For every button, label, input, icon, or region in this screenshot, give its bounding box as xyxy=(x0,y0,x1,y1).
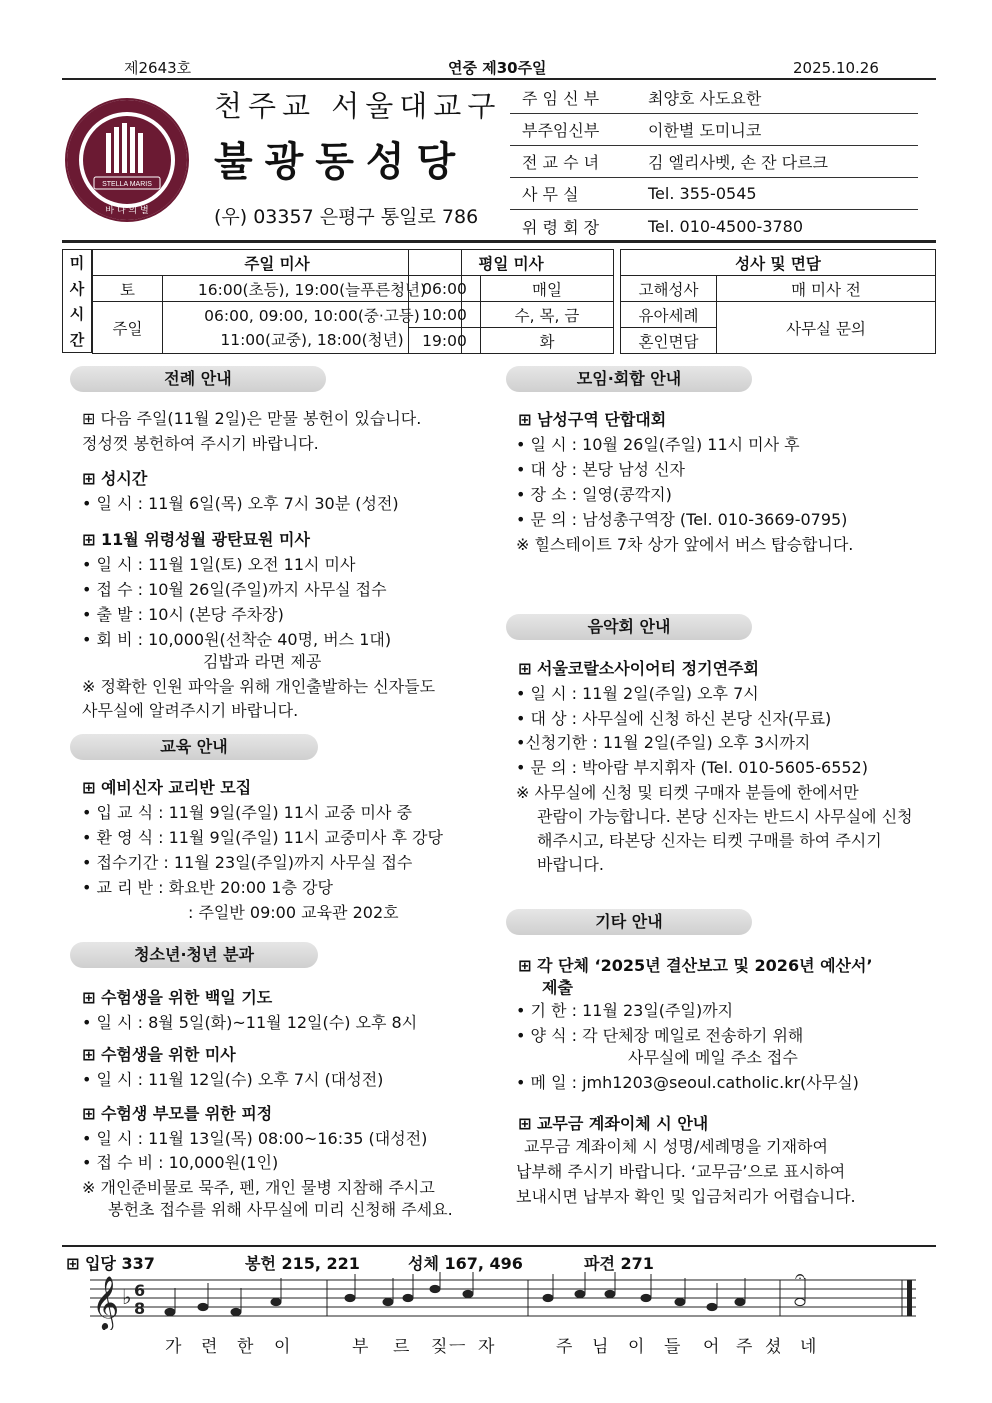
parent-retreat-note: 봉헌초 접수를 위해 사무실에 미리 신청해 주세요. xyxy=(108,1200,453,1219)
budget-line: 사무실에 메일 주소 접수 xyxy=(628,1048,798,1067)
youth-prayer-title: ⊞ 수험생을 위한 백일 기도 xyxy=(82,988,273,1007)
music-note xyxy=(641,1294,651,1301)
catechumen-line: : 주일반 09:00 교육관 202호 xyxy=(188,903,399,922)
diocese-title: 천주교 서울대교구 xyxy=(214,89,502,123)
weekday-mass-table xyxy=(408,249,614,354)
youth-mass-title: ⊞ 수험생을 위한 미사 xyxy=(82,1045,236,1064)
concert-note: 관람이 가능합니다. 본당 신자는 반드시 사무실에 신청 xyxy=(537,807,913,826)
staff-row xyxy=(510,114,918,146)
concert-line: • 대 상 : 사무실에 신청 하신 본당 신자(무료) xyxy=(516,709,832,728)
holy-hour-title: ⊞ 성시간 xyxy=(82,469,148,488)
staff-role: 주 임 신 부 xyxy=(522,89,600,108)
staff-row xyxy=(510,210,918,242)
sunday-label: 주일 xyxy=(93,302,163,354)
staff-role: 사 무 실 xyxy=(522,185,579,204)
staff-directory xyxy=(510,82,918,242)
parent-retreat-title: ⊞ 수험생 부모를 위한 피정 xyxy=(82,1104,273,1123)
time-sig-top: 6 xyxy=(134,1281,146,1300)
education-section-title: 교육 안내 xyxy=(70,734,318,760)
sheet-music-staff xyxy=(90,1272,916,1330)
lyric-syllable: 주 xyxy=(556,1337,573,1357)
catechumen-line: • 접수기간 : 11월 23일(주일)까지 사무실 접수 xyxy=(82,853,413,872)
catechumen-line: • 교 리 반 : 화요반 20:00 1층 강당 xyxy=(82,878,333,897)
side-label-char: 간 xyxy=(69,330,85,349)
lyric-syllable: 이 xyxy=(274,1337,291,1357)
music-note xyxy=(735,1298,745,1305)
music-note xyxy=(165,1308,175,1315)
sacrament-name: 유아세례 xyxy=(621,302,717,328)
issue-meta-bar xyxy=(62,58,936,80)
music-note xyxy=(575,1290,585,1297)
tithe-transfer-title: ⊞ 교무금 계좌이체 시 안내 xyxy=(518,1114,709,1133)
staff-name: Tel. 010-4500-3780 xyxy=(648,216,804,236)
notice-line: ⊞ 다음 주일(11월 2일)은 맏물 봉헌이 있습니다. xyxy=(82,409,422,428)
liturgical-week: 연중 제30주일 xyxy=(448,59,547,77)
holy-hour-line: • 일 시 : 11월 6일(목) 오후 7시 30분 (성전) xyxy=(82,494,399,513)
music-note xyxy=(605,1290,615,1297)
lyric-syllable: 셨 xyxy=(765,1337,782,1357)
sacrament-table xyxy=(620,249,936,354)
budget-line: • 기 한 : 11월 23일(주일)까지 xyxy=(516,1001,734,1020)
saturday-times: 16:00(초등), 19:00(늘푸른청년) xyxy=(163,276,462,302)
music-note xyxy=(345,1294,355,1301)
issue-date: 2025.10.26 xyxy=(793,59,879,77)
music-note xyxy=(403,1294,413,1301)
sacrament-name: 혼인면담 xyxy=(621,328,717,354)
budget-line: • 양 식 : 각 단체장 메일로 전송하기 위해 xyxy=(516,1026,804,1045)
lyric-syllable: 어 xyxy=(703,1337,720,1357)
sunday-mass-table xyxy=(92,249,462,354)
sunday-times-line: 11:00(교중), 18:00(청년) xyxy=(220,330,404,349)
music-note xyxy=(707,1303,717,1310)
weekday-mass-header: 평일 미사 xyxy=(409,250,614,276)
svg-text:바 다 의 별: 바 다 의 별 xyxy=(105,206,149,216)
staff-name: 이한별 도미니코 xyxy=(648,121,762,140)
weekday-days: 화 xyxy=(481,328,614,354)
parish-logo xyxy=(64,97,190,223)
lyric-syllable: 주 xyxy=(736,1337,753,1357)
offering-notice xyxy=(82,406,421,456)
weekday-days: 수, 목, 금 xyxy=(481,302,614,328)
youth-prayer-line: • 일 시 : 8월 5일(화)~11월 12일(수) 오후 8시 xyxy=(82,1013,418,1032)
mens-event-title: ⊞ 남성구역 단합대회 xyxy=(518,410,667,429)
concert-section-title: 음악회 안내 xyxy=(506,614,752,640)
parent-retreat-line: • 일 시 : 11월 13일(목) 08:00~16:35 (대성전) xyxy=(82,1129,428,1148)
mens-event-line: • 일 시 : 10월 26일(주일) 11시 미사 후 xyxy=(516,435,800,454)
sacrament-name: 고해성사 xyxy=(621,276,717,302)
staff-row xyxy=(510,146,918,178)
staff-name: 최양호 사도요한 xyxy=(648,89,762,108)
sunday-mass-header: 주일 미사 xyxy=(93,250,462,276)
time-sig-bottom: 8 xyxy=(134,1299,146,1318)
tithe-line: 교무금 계좌이체 시 성명/세례명을 기재하여 xyxy=(524,1137,828,1156)
staff-role: 부주임신부 xyxy=(522,121,600,140)
concert-note: 해주시고, 타본당 신자는 티켓 구매를 하여 주시기 xyxy=(537,831,882,850)
communion-hymn: 성체 167, 496 xyxy=(408,1254,523,1273)
mens-event-note: ※ 힐스테이트 7차 상가 앞에서 버스 탑승합니다. xyxy=(516,535,854,554)
side-label-char: 시 xyxy=(69,305,85,324)
catechumen-title: ⊞ 예비신자 교리반 모집 xyxy=(82,778,252,797)
cemetery-line: • 회 비 : 10,000원(선착순 40명, 버스 1대) xyxy=(82,630,392,649)
budget-line: • 메 일 : jmh1203@seoul.catholic.kr(사무실) xyxy=(516,1073,859,1092)
liturgy-section-title: 전례 안내 xyxy=(70,366,326,392)
notice-line: 정성껏 봉헌하여 주시기 바랍니다. xyxy=(82,434,319,453)
youth-section-title: 청소년·청년 분과 xyxy=(70,942,318,968)
side-label-char: 사 xyxy=(69,279,85,298)
mens-event-line: • 문 의 : 남성총구역장 (Tel. 010-3669-0795) xyxy=(516,510,848,529)
weekday-days: 매일 xyxy=(481,276,614,302)
etc-section-title: 기타 안내 xyxy=(506,909,752,935)
treble-clef-icon: 𝄞 xyxy=(92,1275,120,1329)
cemetery-note: 사무실에 알려주시기 바랍니다. xyxy=(82,701,299,720)
dismissal-hymn: 파견 271 xyxy=(584,1254,654,1273)
weekday-time: 10:00 xyxy=(409,302,481,328)
staff-name: Tel. 355-0545 xyxy=(648,184,757,203)
youth-mass-line: • 일 시 : 11월 12일(수) 오후 7시 (대성전) xyxy=(82,1070,384,1089)
lyric-syllable: 이 xyxy=(628,1337,645,1357)
entrance-hymn: ⊞ 입당 337 xyxy=(66,1254,155,1273)
lyric-syllable: 자 xyxy=(478,1337,495,1357)
mens-event-line: • 대 상 : 본당 남성 신자 xyxy=(516,460,685,479)
fermata-icon: 𝄐 xyxy=(795,1272,806,1287)
music-note xyxy=(463,1290,473,1297)
cemetery-mass-title: ⊞ 11월 위령성월 광탄묘원 미사 xyxy=(82,530,310,549)
music-note xyxy=(675,1298,685,1305)
sacrament-info: 사무실 문의 xyxy=(717,302,936,354)
cemetery-note: ※ 정확한 인원 파악을 위해 개인출발하는 신자들도 xyxy=(82,677,436,696)
cemetery-line: • 일 시 : 11월 1일(토) 오전 11시 미사 xyxy=(82,555,356,574)
sunday-times-line: 06:00, 09:00, 10:00(중·고등) xyxy=(204,306,420,325)
lyric-syllable: 님 xyxy=(592,1337,609,1357)
parent-retreat-line: • 접 수 비 : 10,000원(1인) xyxy=(82,1153,279,1172)
lyric-syllable: 네 xyxy=(800,1337,817,1357)
staff-role: 위 령 회 장 xyxy=(522,217,600,237)
staff-row xyxy=(510,82,918,114)
music-note xyxy=(383,1298,393,1305)
concert-line: • 일 시 : 11월 2일(주일) 오후 7시 xyxy=(516,684,759,703)
lyric-syllable: 들 xyxy=(664,1337,681,1357)
mens-event-line: • 장 소 : 일영(콩깍지) xyxy=(516,485,672,504)
lyric-syllable: 르 xyxy=(393,1337,410,1357)
weekday-time: 19:00 xyxy=(409,328,481,354)
tithe-line: 보내시면 납부자 확인 및 입금처리가 어렵습니다. xyxy=(516,1187,856,1206)
side-label-char: 미 xyxy=(69,254,85,273)
offertory-hymn: 봉헌 215, 221 xyxy=(245,1254,360,1273)
concert-note: ※ 사무실에 신청 및 티켓 구매자 분들에 한에서만 xyxy=(516,783,859,802)
cemetery-line: • 접 수 : 10월 26일(주일)까지 사무실 접수 xyxy=(82,580,387,599)
tithe-line: 납부해 주시기 바랍니다. ‘교무금’으로 표시하여 xyxy=(516,1162,846,1181)
parish-address: (우) 03357 은평구 통일로 786 xyxy=(214,206,479,228)
music-note xyxy=(795,1298,805,1305)
parent-retreat-note: ※ 개인준비물로 묵주, 펜, 개인 물병 지참해 주시고 xyxy=(82,1178,435,1197)
saturday-label: 토 xyxy=(93,276,163,302)
catechumen-line: • 환 영 식 : 11월 9일(주일) 11시 교중미사 후 강당 xyxy=(82,828,443,847)
lyric-syllable: 가 xyxy=(165,1337,182,1357)
music-note xyxy=(430,1285,440,1292)
concert-note: 바랍니다. xyxy=(537,855,604,874)
flat-sign-icon: ♭ xyxy=(122,1285,132,1309)
lyric-syllable: 짖 xyxy=(431,1337,448,1357)
music-note xyxy=(271,1298,281,1305)
staff-role: 전 교 수 녀 xyxy=(522,153,600,172)
concert-title: ⊞ 서울코랄소사이어티 정기연주회 xyxy=(518,659,759,678)
sacrament-header: 성사 및 면담 xyxy=(621,250,936,276)
budget-report-title-cont: 제출 xyxy=(542,978,573,997)
music-note xyxy=(543,1294,553,1301)
budget-report-title: ⊞ 각 단체 ‘2025년 결산보고 및 2026년 예산서’ xyxy=(518,956,873,975)
cemetery-line: 김밥과 라면 제공 xyxy=(203,652,322,671)
tithe-transfer-text xyxy=(516,1134,856,1209)
staff-name: 김 엘리사벳, 손 잔 다르크 xyxy=(648,153,828,172)
hymn-numbers xyxy=(62,1245,936,1271)
sacrament-info: 매 미사 전 xyxy=(717,276,936,302)
catechumen-line: • 입 교 식 : 11월 9일(주일) 11시 교중 미사 중 xyxy=(82,803,412,822)
lyric-syllable: 부 xyxy=(352,1337,369,1357)
weekday-time: 06:00 xyxy=(409,276,481,302)
concert-line: • 문 의 : 박아람 부지휘자 (Tel. 010-5605-6552) xyxy=(516,758,868,777)
lyric-syllable: ㅡ xyxy=(449,1337,466,1357)
mass-schedule xyxy=(62,240,936,354)
staff-row xyxy=(510,178,918,210)
issue-number: 제2643호 xyxy=(124,59,192,77)
music-note xyxy=(231,1308,241,1315)
music-note xyxy=(198,1303,208,1310)
svg-text:STELLA MARIS: STELLA MARIS xyxy=(102,181,152,188)
lyric-syllable: 한 xyxy=(237,1337,254,1357)
mass-times-label xyxy=(62,249,92,353)
parish-name: 불광동성당 xyxy=(214,139,468,185)
lyric-syllable: 련 xyxy=(201,1337,218,1357)
concert-line: •신청기한 : 11월 2일(주일) 오후 3시까지 xyxy=(516,733,811,752)
meeting-section-title: 모임·회합 안내 xyxy=(506,366,752,392)
cemetery-line: • 출 발 : 10시 (본당 주차장) xyxy=(82,605,284,624)
